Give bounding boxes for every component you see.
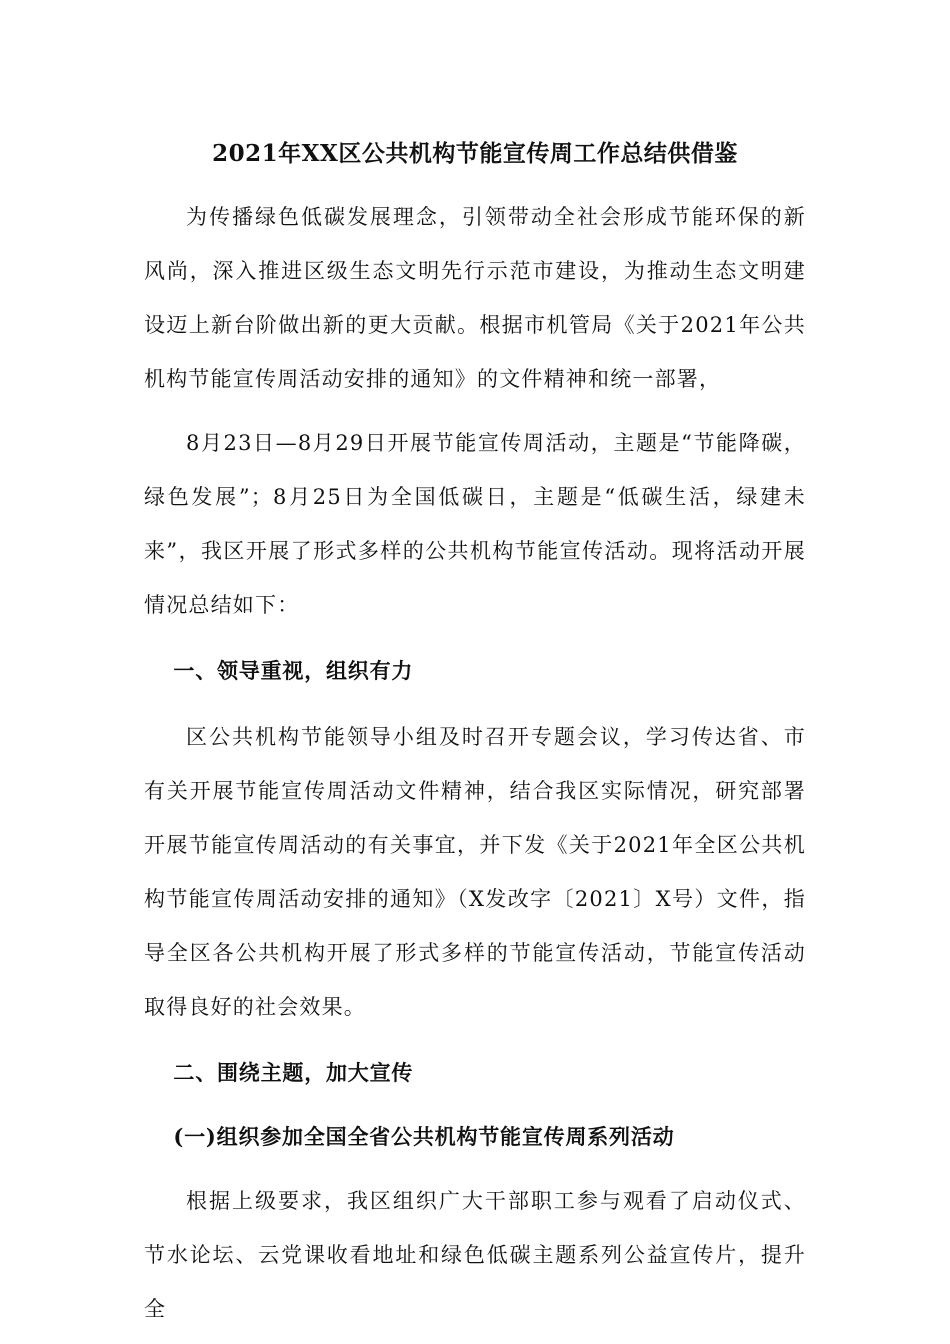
document-title: 2021年XX区公共机构节能宣传周工作总结供借鉴 — [212, 140, 738, 167]
section-1-paragraph: 区公共机构节能领导小组及时召开专题会议，学习传达省、市有关开展节能宣传周活动文件精神，结合我区实际情况，研究部署开展节能宣传周活动的有关事宜，并下发《关于2021年全区公共机构节能宣传周活动安排的通知》（X发改字〔2021〕X号）文件，指导全区各公共机构开展了形式多样的节能宣传活动，节能宣传活动取得良好的社会效果。 — [144, 725, 806, 1019]
intro-paragraph-2: 8月23日—8月29日开展节能宣传周活动，主题是“节能降碳，绿色发展”；8月25日为全国低碳日，主题是“低碳生活，绿建未来”，我区开展了形式多样的公共机构节能宣传活动。现将活动开展情况总结如下： — [144, 431, 806, 617]
section-1-heading: 一、领导重视，组织有力 — [173, 658, 414, 683]
section-2-heading: 二、围绕主题，加大宣传 — [173, 1060, 414, 1085]
section-2-paragraph: 根据上级要求，我区组织广大干部职工参与观看了启动仪式、节水论坛、云党课收看地址和绿色低碳主题系列公益宣传片，提升全 — [144, 1189, 806, 1321]
section-2-subheading: (一)组织参加全国全省公共机构节能宣传周系列活动 — [173, 1124, 675, 1149]
intro-paragraph-1: 为传播绿色低碳发展理念，引领带动全社会形成节能环保的新风尚，深入推进区级生态文明先行示范市建设，为推动生态文明建设迈上新台阶做出新的更大贡献。根据市机管局《关于2021年公共机构节能宣传周活动安排的通知》的文件精神和统一部署， — [144, 205, 806, 391]
document-body — [144, 128, 806, 1336]
